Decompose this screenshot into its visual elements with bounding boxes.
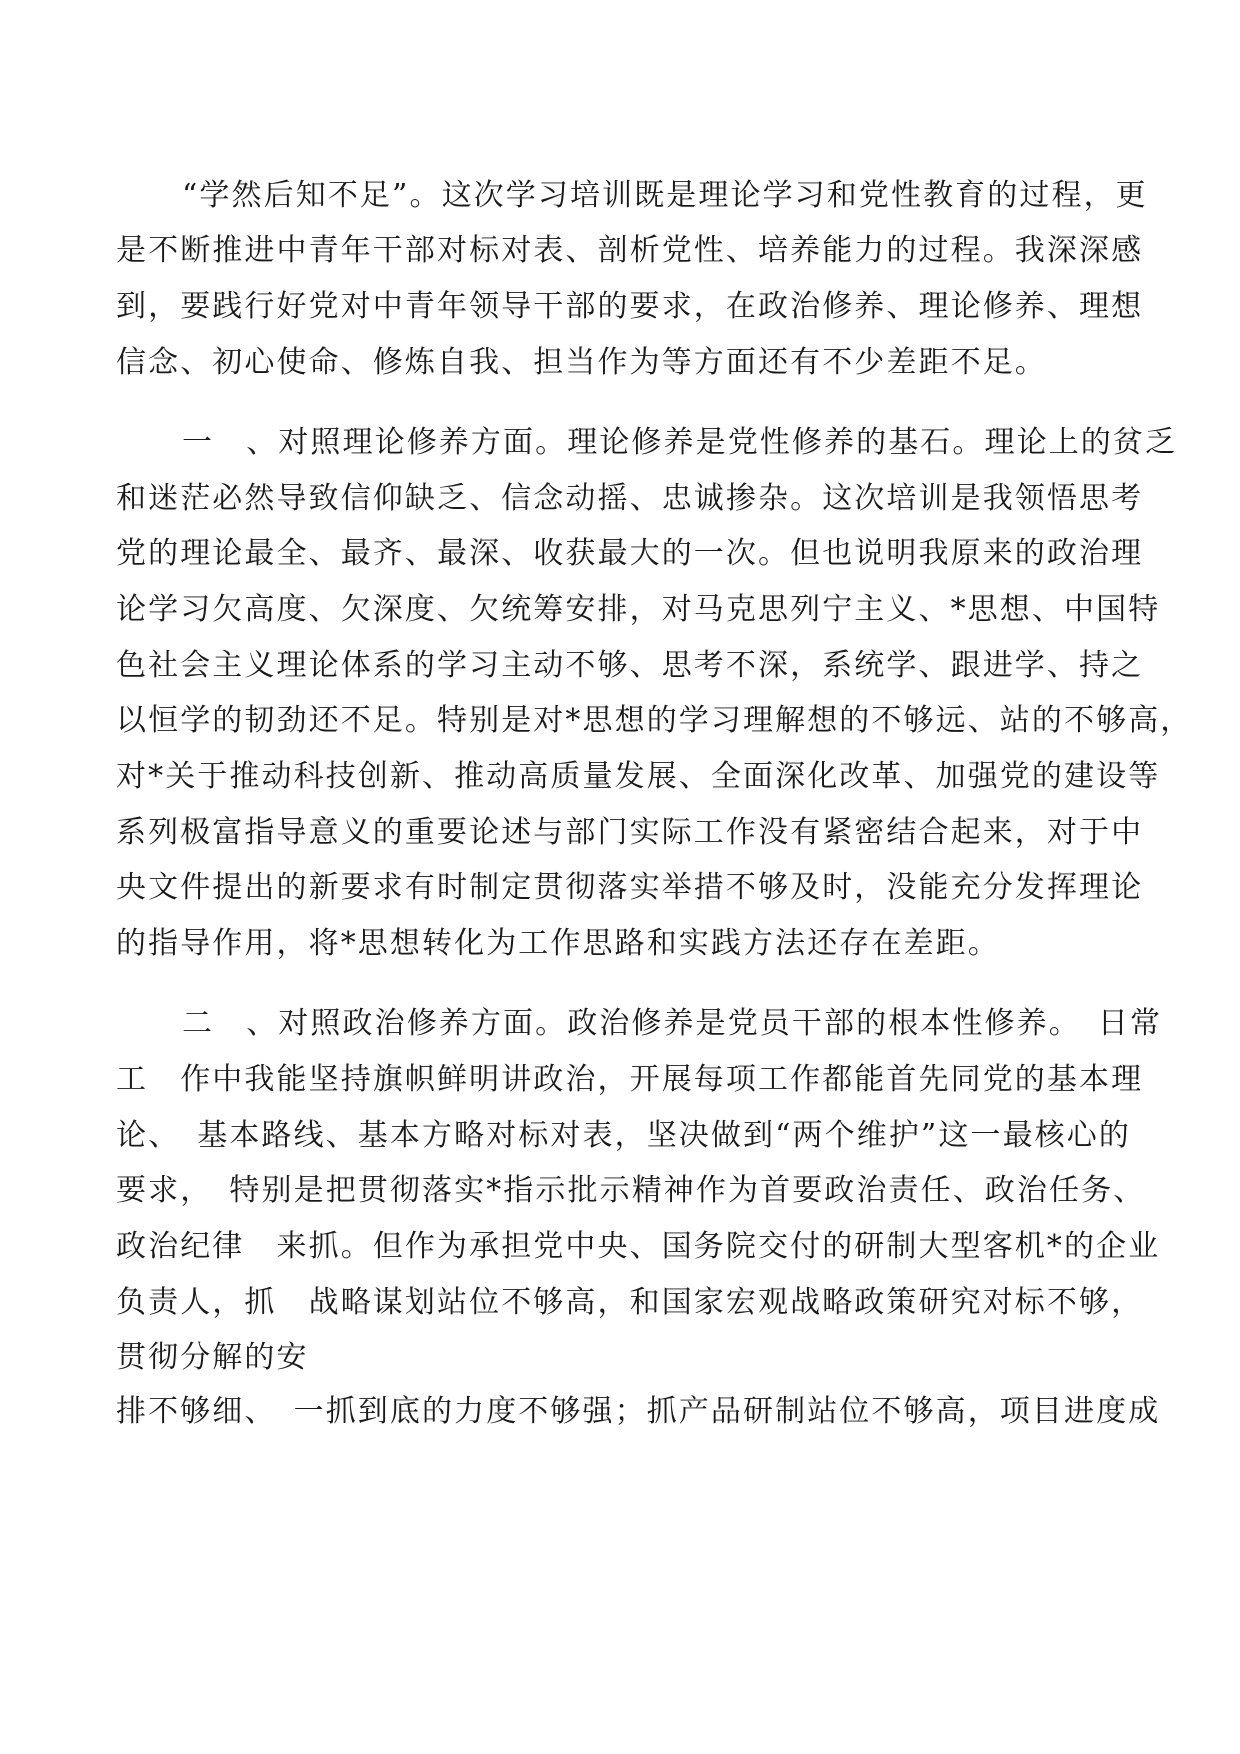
paragraph-intro-line-1: “学然后知不足”。这次学习培训既是理论学习和党性教育的过程，更 [182,178,1148,213]
section-2-line-1: 二 、对照政治修养方面。政治修养是党员干部的根本性修养。 日常 [182,1006,1163,1041]
section-1-line-7: 对*关于推动科技创新、推动高质量发展、全面深化改革、加强党的建设等 [116,759,1161,794]
section-1-line-4: 论学习欠高度、欠深度、欠统筹安排，对马克思列宁主义、*思想、中国特 [116,592,1161,627]
section-1-line-5: 色社会主义理论体系的学习主动不够、思考不深，系统学、跟进学、持之 [116,648,1144,683]
section-1-line-1: 一 、对照理论修养方面。理论修养是党性修养的基石。理论上的贫乏 [182,425,1178,460]
paragraph-intro-line-4: 信念、初心使命、修炼自我、担当作为等方面还有不少差距不足。 [116,345,1047,380]
section-1-line-2: 和迷茫必然导致信仰缺乏、信念动摇、忠诚掺杂。这次培训是我领悟思考 [116,481,1144,516]
section-1-line-10: 的指导作用，将*思想转化为工作思路和实践方法还存在差距。 [116,926,1000,961]
section-1-line-8: 系列极富指导意义的重要论述与部门实际工作没有紧密结合起来，对于中 [116,815,1144,850]
section-2-line-7: 贯彻分解的安 [116,1340,309,1375]
section-2-line-6: 负责人，抓 战略谋划站位不够高，和国家宏观战略政策研究对标不够， [116,1285,1144,1320]
section-2-line-3: 论、 基本路线、基本方略对标对表，坚决做到“两个维护”这一最核心的 [116,1118,1131,1153]
section-2-line-4: 要求， 特别是把贯彻落实*指示批示精神作为首要政治责任、政治任务、 [116,1173,1146,1208]
section-1-line-9: 央文件提出的新要求有时制定贯彻落实举措不够及时，没能充分发挥理论 [116,870,1144,905]
section-1-line-3: 党的理论最全、最齐、最深、收获最大的一次。但也说明我原来的政治理 [116,536,1144,571]
section-1-line-6: 以恒学的韧劲还不足。特别是对*思想的学习理解想的不够远、站的不够高， [116,703,1193,738]
paragraph-intro-line-2: 是不断推进中青年干部对标对表、剖析党性、培养能力的过程。我深深感 [116,233,1144,268]
section-2-line-8: 排不够细、 一抓到底的力度不够强；抓产品研制站位不够高，项目进度成 [116,1394,1161,1429]
section-2-line-2: 工 作中我能坚持旗帜鲜明讲政治，开展每项工作都能首先同党的基本理 [116,1062,1144,1097]
paragraph-intro-line-3: 到，要践行好党对中青年领导干部的要求，在政治修养、理论修养、理想 [116,289,1144,324]
section-2-line-5: 政治纪律 来抓。但作为承担党中央、国务院交付的研制大型客机*的企业 [116,1229,1161,1264]
